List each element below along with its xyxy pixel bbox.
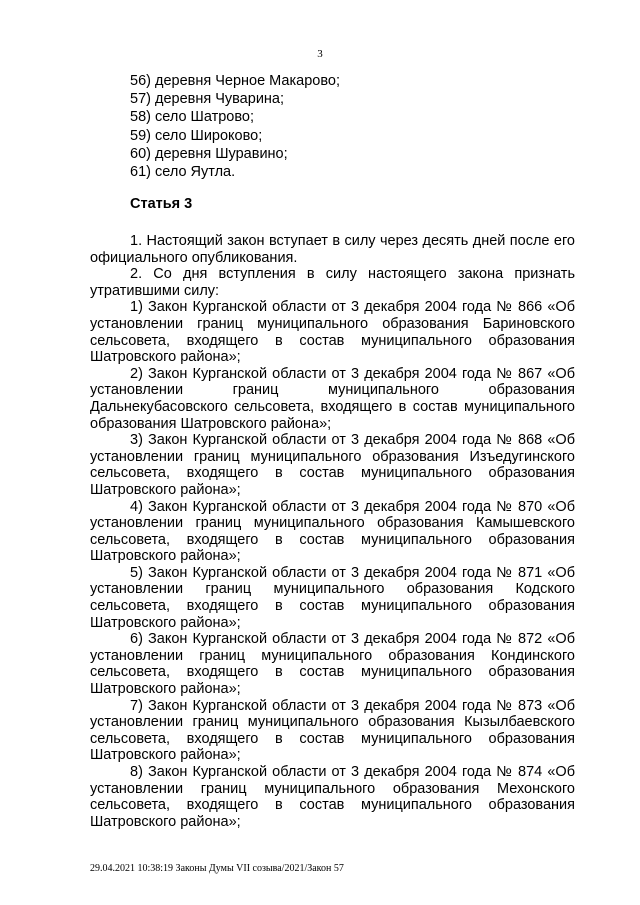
law-number: 2) [130, 365, 143, 382]
document-footer: 29.04.2021 10:38:19 Законы Думы VII созыва/2021/Закон 57 [90, 863, 344, 874]
settlement-item: 61) село Яутла. [130, 164, 236, 181]
law-text: Закон Курганской области от 3 декабря 2004 года № 872 «Об установлении границ муниципального образования Кондинского сельсовета, входящего в состав муниципального образования Шатровского района»; [90, 631, 575, 698]
law-number: 7) [130, 697, 143, 714]
law-number: 4) [130, 498, 143, 515]
law-text: Закон Курганской области от 3 декабря 2004 года № 871 «Об установлении границ муниципального образования Кодского сельсовета, входящего в состав муниципального образования Шатровского района»; [90, 564, 575, 631]
law-item-6 [90, 631, 575, 697]
law-text: Закон Курганской области от 3 декабря 2004 года № 870 «Об установлении границ муниципального образования Камышевского сельсовета, входящего в состав муниципального образования Шатровского района»; [90, 498, 575, 565]
law-number: 6) [130, 631, 143, 648]
settlement-item: 60) деревня Шуравино; [130, 145, 288, 162]
settlement-item: 56) деревня Черное Макарово; [130, 73, 340, 89]
article-title: Статья 3 [130, 196, 193, 212]
law-number: 8) [130, 764, 143, 780]
law-text: Закон Курганской области от 3 декабря 2004 года № 867 «Об установлении границ муниципального образования Дальнекубасовского сельсовета, входящего в состав муниципального образования Шатровского района»; [90, 365, 575, 432]
law-number: 5) [130, 564, 143, 581]
law-item-8 [90, 764, 575, 830]
law-text: Закон Курганской области от 3 декабря 2004 года № 874 «Об установлении границ муниципального образования Мехонского сельсовета, входящего в состав муниципального образования Шатровского района»; [90, 764, 575, 830]
law-item-1 [90, 299, 575, 365]
law-number: 3) [130, 432, 143, 449]
settlement-item: 58) село Шатрово; [130, 109, 254, 126]
law-item-7 [90, 698, 575, 764]
clause-2: 2. Со дня вступления в силу настоящего закона признать утратившими силу: [90, 266, 575, 299]
clause-1: 1. Настоящий закон вступает в силу через десять дней после его официального опубликования. [90, 233, 575, 266]
law-text: Закон Курганской области от 3 декабря 2004 года № 868 «Об установлении границ муниципального образования Изъедугинского сельсовета, входящего в состав муниципального образования Шатровского района»; [90, 432, 575, 498]
page-number: 3 [317, 48, 323, 60]
law-item-3 [90, 432, 575, 498]
settlement-item: 59) село Широково; [130, 127, 263, 144]
law-text: Закон Курганской области от 3 декабря 2004 года № 873 «Об установлении границ муниципального образования Кызылбаевского сельсовета, входящего в состав муниципального образования Шатровского района»; [90, 697, 575, 764]
settlement-list [130, 72, 340, 181]
law-text: Закон Курганской области от 3 декабря 2004 года № 866 «Об установлении границ муниципального образования Бариновского сельсовета, входящего в состав муниципального образования Шатровского района»; [90, 299, 575, 366]
law-item-4 [90, 499, 575, 565]
law-number: 1) [130, 299, 143, 316]
law-item-2 [90, 366, 575, 432]
article-body [90, 233, 575, 830]
settlement-item: 57) деревня Чуварина; [130, 91, 285, 108]
law-item-5 [90, 565, 575, 631]
